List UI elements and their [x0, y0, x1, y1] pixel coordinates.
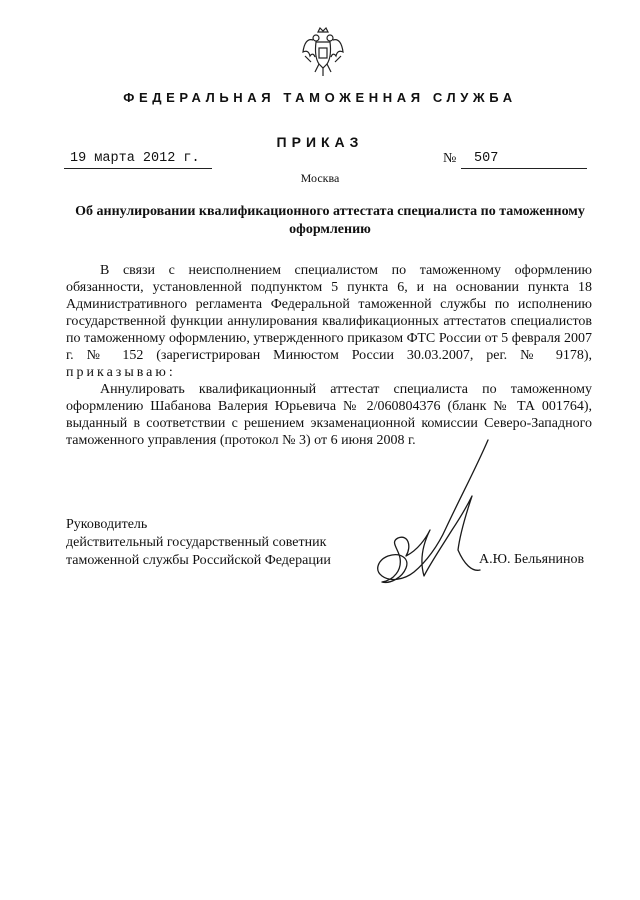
signatory-title-line-3: таможенной службы Российской Федерации — [66, 553, 331, 568]
russian-coat-of-arms-icon — [301, 26, 345, 78]
paragraph-2: Аннулировать квалификационный аттестат специалиста по таможенному оформлению Шабанова Валерия Юрьевича № 2/060804376 (бланк № ТА 001764), выданный в соответствии с решением экзаменационной комиссии Северо-Западного таможенного управления (протокол № 3) от 6 июня 2008 г. — [66, 382, 592, 448]
paragraph-1 — [66, 262, 592, 381]
document-type: ПРИКАЗ — [276, 134, 364, 150]
city: Москва — [300, 171, 340, 185]
order-number: 507 — [474, 151, 499, 166]
signatory-title-line-2: действительный государственный советник — [66, 535, 327, 550]
number-underline — [461, 168, 587, 169]
order-subject: Об аннулировании квалификационного аттестата специалиста по таможенному оформлению — [75, 204, 585, 237]
agency-name: ФЕДЕРАЛЬНАЯ ТАМОЖЕННАЯ СЛУЖБА — [123, 90, 517, 105]
signer-name: А.Ю. Бельянинов — [479, 552, 585, 567]
order-phrase: приказываю: — [66, 365, 176, 380]
signatory-title — [66, 516, 331, 570]
date-underline — [64, 168, 212, 169]
signatory-title-line-1: Руководитель — [66, 517, 148, 532]
order-body — [66, 262, 592, 449]
order-date: 19 марта 2012 г. — [70, 151, 200, 166]
handwritten-signature-icon — [360, 438, 510, 598]
paragraph-1-text: В связи с неисполнением специалистом по таможенному оформлению обязанности, установленной подпунктом 5 пункта 6, и на основании пункта 18 Административного регламента Федеральной таможенной службы по исполнению государственной функции аннулирования квалификационных аттестатов специалистов по таможенному оформлению, утвержденного приказом ФТС России от 5 февраля 2007 г. № 152 (зарегистрирован Минюстом России 30.03.2007, рег. № 9178), — [66, 263, 592, 363]
number-sign: № — [443, 151, 457, 166]
